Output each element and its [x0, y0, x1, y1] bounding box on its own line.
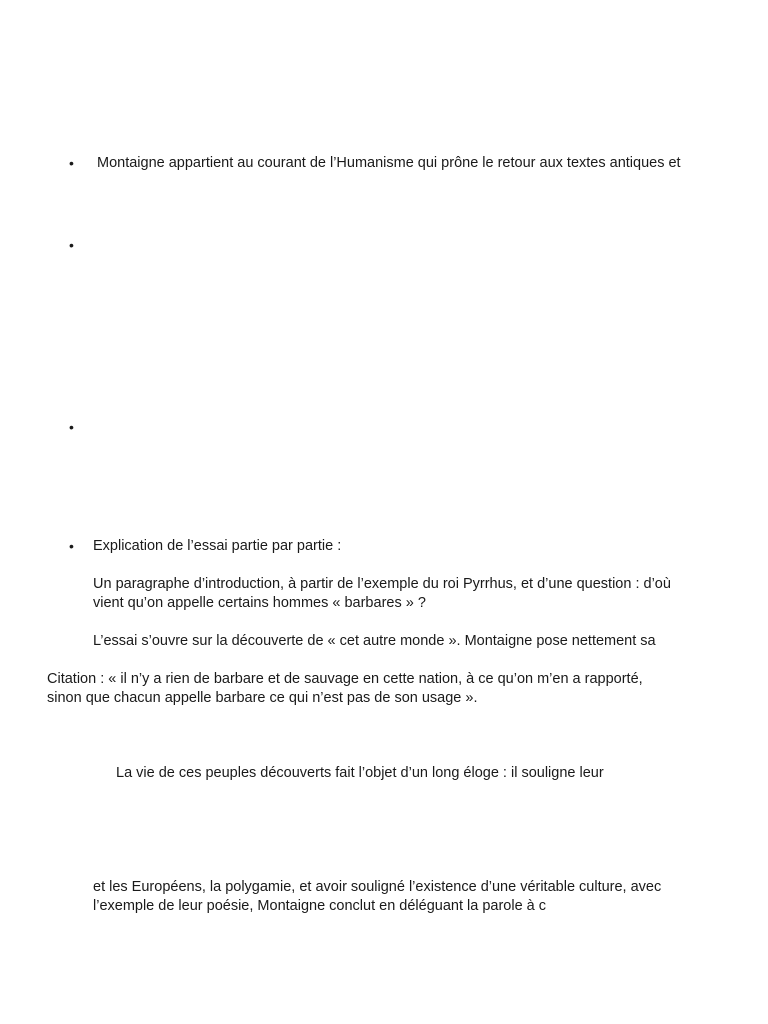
bullet-marker: • [69, 419, 74, 435]
bullet-marker: • [69, 155, 74, 171]
bullet-text-humanisme: Montaigne appartient au courant de l’Humanisme qui prône le retour aux textes antiques et [97, 155, 681, 171]
paragraph-opening: L’essai s’ouvre sur la découverte de « cet autre monde ». Montaigne pose nettement sa [93, 633, 656, 649]
citation-line-2: sinon que chacun appelle barbare ce qui n’est pas de son usage ». [47, 690, 478, 706]
citation-line-1: Citation : « il n’y a rien de barbare et de sauvage en cette nation, à ce qu’on m’en a rapporté, [47, 671, 643, 687]
paragraph-conclusion-line-1: et les Européens, la polygamie, et avoir souligné l’existence d’une véritable culture, avec [93, 879, 662, 895]
bullet-marker: • [69, 237, 74, 253]
bullet-marker: • [69, 538, 74, 554]
paragraph-eloge: La vie de ces peuples découverts fait l’objet d’un long éloge : il souligne leur [116, 765, 604, 781]
paragraph-intro-line-1: Un paragraphe d’introduction, à partir de l’exemple du roi Pyrrhus, et d’une question : d’où [93, 576, 671, 592]
paragraph-conclusion-line-2: l’exemple de leur poésie, Montaigne conclut en déléguant la parole à c [93, 898, 547, 914]
bullet-text-explication: Explication de l’essai partie par partie : [93, 538, 342, 554]
paragraph-intro-line-2: vient qu’on appelle certains hommes « barbares » ? [93, 595, 426, 611]
